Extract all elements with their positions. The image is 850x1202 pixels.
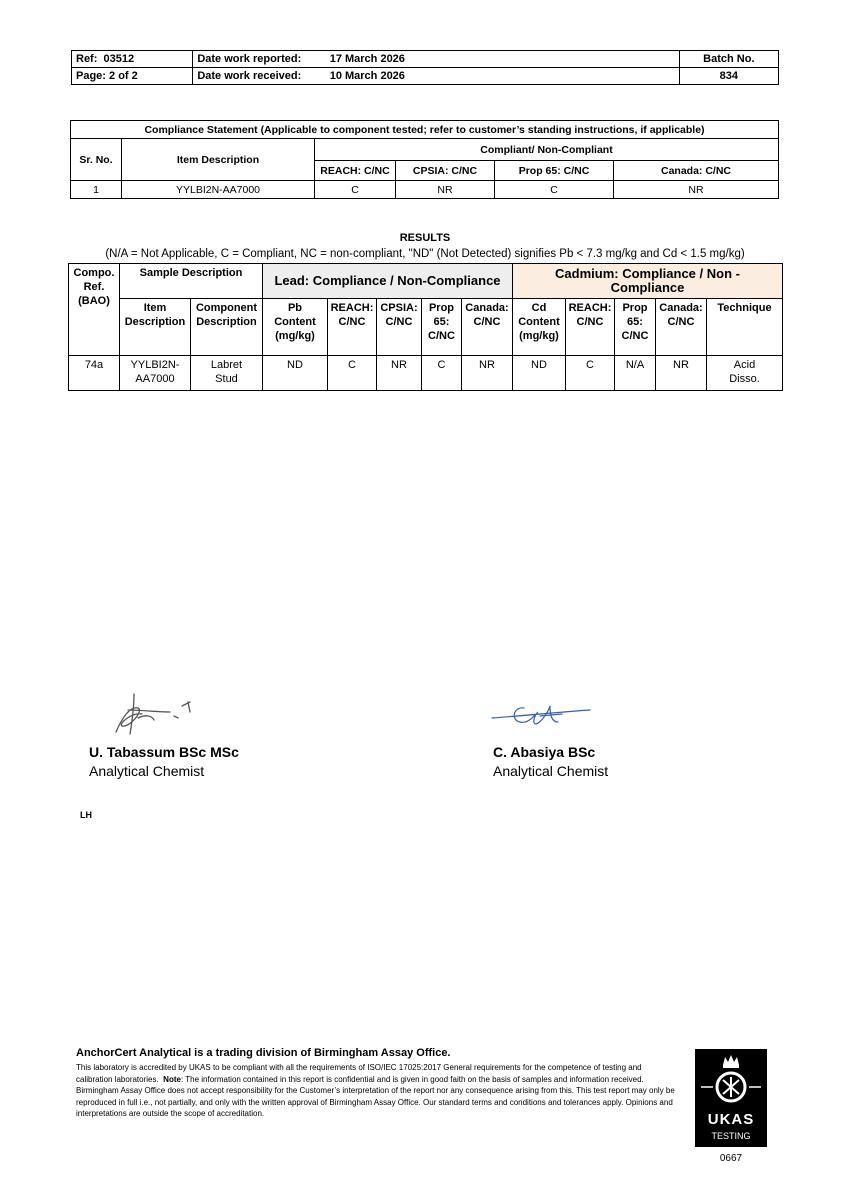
subheader-line: C/NC (338, 316, 366, 328)
cd-content-subheader (513, 299, 566, 356)
subheader-line: Description (196, 316, 257, 328)
canada-col-header: Canada: C/NC (614, 161, 779, 181)
item-description-cell (120, 356, 191, 391)
lead-prop65-subheader (422, 299, 462, 356)
subheader-line: Component (195, 302, 258, 314)
subheader-line: C/NC (385, 316, 413, 328)
cpsia-col-header: CPSIA: C/NC (396, 161, 495, 181)
reach-cell: C (315, 181, 396, 199)
cadmium-prop65-cell: N/A (615, 356, 656, 391)
reach-col-header: REACH: C/NC (315, 161, 396, 181)
ref-label: Ref: (76, 53, 98, 65)
compo-ref-cell: 74a (69, 356, 120, 391)
lead-reach-subheader (328, 299, 377, 356)
lead-prop65-cell: C (422, 356, 462, 391)
subheader-line: 65: (433, 316, 450, 328)
cell-line: Stud (215, 373, 238, 385)
technique-cell (707, 356, 783, 391)
compo-ref-line: (BAO) (78, 295, 110, 307)
sr-no-cell: 1 (71, 181, 122, 199)
subheader-line: C/NC (576, 316, 604, 328)
signatory-name: U. Tabassum BSc MSc (89, 744, 239, 760)
cell-line: YYLBI2N- (130, 359, 180, 371)
subheader-line: Description (124, 316, 186, 328)
signatory-name: C. Abasiya BSc (493, 744, 596, 760)
ukas-logo (695, 1049, 767, 1147)
subheader-line: 65: (627, 316, 643, 328)
item-description-header: Item Description (122, 139, 315, 181)
page-cell (72, 68, 193, 85)
signature-tabassum (108, 688, 200, 740)
ukas-testing: TESTING (711, 1131, 751, 1141)
compo-ref-header (69, 264, 120, 356)
subheader-line: (mg/kg) (519, 330, 559, 342)
cadmium-header (513, 264, 783, 299)
footer (76, 1047, 676, 1120)
cell-line: Disso. (729, 373, 760, 385)
subheader-line: Pb (287, 302, 303, 314)
prop65-col-header: Prop 65: C/NC (495, 161, 614, 181)
subheader-line: Item (143, 302, 167, 314)
report-header-table (71, 50, 779, 85)
cadmium-header-line: Compliance (610, 280, 685, 295)
page-label: Page: (76, 70, 106, 82)
cadmium-reach-cell: C (566, 356, 615, 391)
item-desc-subheader (120, 299, 191, 356)
subheader-line: C/NC (428, 330, 455, 342)
cadmium-canada-subheader (656, 299, 707, 356)
table-row (71, 181, 779, 199)
cadmium-prop65-subheader (615, 299, 656, 356)
lead-header: Lead: Compliance / Non-Compliance (263, 264, 513, 299)
cadmium-header-line: Cadmium: Compliance / Non - (555, 266, 740, 281)
subheader-line: C/NC (473, 316, 501, 328)
results-title: RESULTS (399, 232, 451, 244)
component-description-cell (191, 356, 263, 391)
subheader-line: C/NC (621, 330, 649, 342)
ukas-word: UKAS (707, 1111, 755, 1128)
compo-ref-line: Ref. (83, 281, 105, 293)
pb-content-subheader (263, 299, 328, 356)
ukas-accreditation-number: 0667 (719, 1153, 743, 1164)
cadmium-canada-cell: NR (656, 356, 707, 391)
signatory-role: Analytical Chemist (493, 763, 609, 779)
date-received-label: Date work received: (193, 68, 326, 85)
compliant-header: Compliant/ Non-Compliant (315, 139, 779, 161)
subheader-line: Canada: (465, 302, 509, 314)
subheader-line: Prop (428, 302, 455, 314)
compliance-statement-table (70, 120, 779, 199)
sample-description-header: Sample Description (120, 264, 263, 299)
date-received-value: 10 March 2026 (326, 68, 680, 85)
cadmium-reach-subheader (566, 299, 615, 356)
page-value: 2 of 2 (109, 70, 138, 82)
compliance-statement-title: Compliance Statement (Applicable to component tested; refer to customer’s standing instructions, if applicable) (71, 121, 779, 139)
signature-abasiya (490, 698, 594, 732)
lead-cpsia-cell: NR (377, 356, 422, 391)
footer-title: AnchorCert Analytical is a trading division of Birmingham Assay Office. (76, 1047, 451, 1059)
lead-cpsia-subheader (377, 299, 422, 356)
ref-cell (72, 51, 193, 68)
lead-canada-subheader (462, 299, 513, 356)
component-desc-subheader (191, 299, 263, 356)
signatory-role: Analytical Chemist (89, 763, 205, 779)
results-legend: (N/A = Not Applicable, C = Compliant, NC = non-compliant, "ND" (Not Detected) signifies Pb < 7.3 mg/kg and Cd < 1.5 mg/kg) (105, 248, 745, 260)
footer-text-part: : The information contained in this report is confidential and is given in good faith on the basis of samples and information received. Birmingham Assay Office does not accept responsibility for the Customer’s interpretation of the report nor any consequence arising from this. This test report may only be reproduced in full i.e., not partially, and only with the written approval of Birmingham Assay Office. Our standard terms and conditions and tolerances apply. Opinions and interpretations are outside the scope of accreditation. (76, 1074, 675, 1118)
prop65-cell: C (495, 181, 614, 199)
cd-content-cell: ND (513, 356, 566, 391)
date-reported-value: 17 March 2026 (326, 51, 680, 68)
subheader-line: REACH: (330, 302, 374, 314)
subheader-line: (mg/kg) (275, 330, 315, 342)
cell-line: AA7000 (135, 373, 175, 385)
subheader-line: CPSIA: (380, 302, 418, 314)
sr-no-header: Sr. No. (71, 139, 122, 181)
technique-subheader: Technique (707, 299, 783, 356)
lead-canada-cell: NR (462, 356, 513, 391)
cpsia-cell: NR (396, 181, 495, 199)
subheader-line: C/NC (667, 316, 695, 328)
table-row (69, 356, 783, 391)
results-table (68, 263, 783, 391)
batch-value: 834 (679, 68, 778, 85)
canada-cell: NR (614, 181, 779, 199)
date-reported-label: Date work reported: (193, 51, 326, 68)
ref-value: 03512 (103, 53, 135, 65)
batch-label: Batch No. (679, 51, 778, 68)
cell-line: Acid (733, 359, 756, 371)
footer-note-label: Note (163, 1074, 181, 1084)
item-cell: YYLBI2N-AA7000 (122, 181, 315, 199)
cell-line: Labret (210, 359, 243, 371)
initials: LH (80, 810, 92, 820)
subheader-line: Canada: (659, 302, 703, 314)
subheader-line: REACH: (568, 302, 612, 314)
subheader-line: Content (518, 316, 560, 328)
subheader-line: Cd (531, 302, 547, 314)
footer-text (76, 1062, 676, 1120)
footer-text-part: This laboratory is accredited by UKAS to be compliant with all the requirements of ISO/IEC 17025:2017 General requirements for the competence of testing and calibration laboratories. (76, 1063, 642, 1084)
lead-reach-cell: C (328, 356, 377, 391)
subheader-line: Prop (622, 302, 648, 314)
compo-ref-line: Compo. (73, 267, 115, 279)
subheader-line: Content (274, 316, 316, 328)
pb-content-cell: ND (263, 356, 328, 391)
